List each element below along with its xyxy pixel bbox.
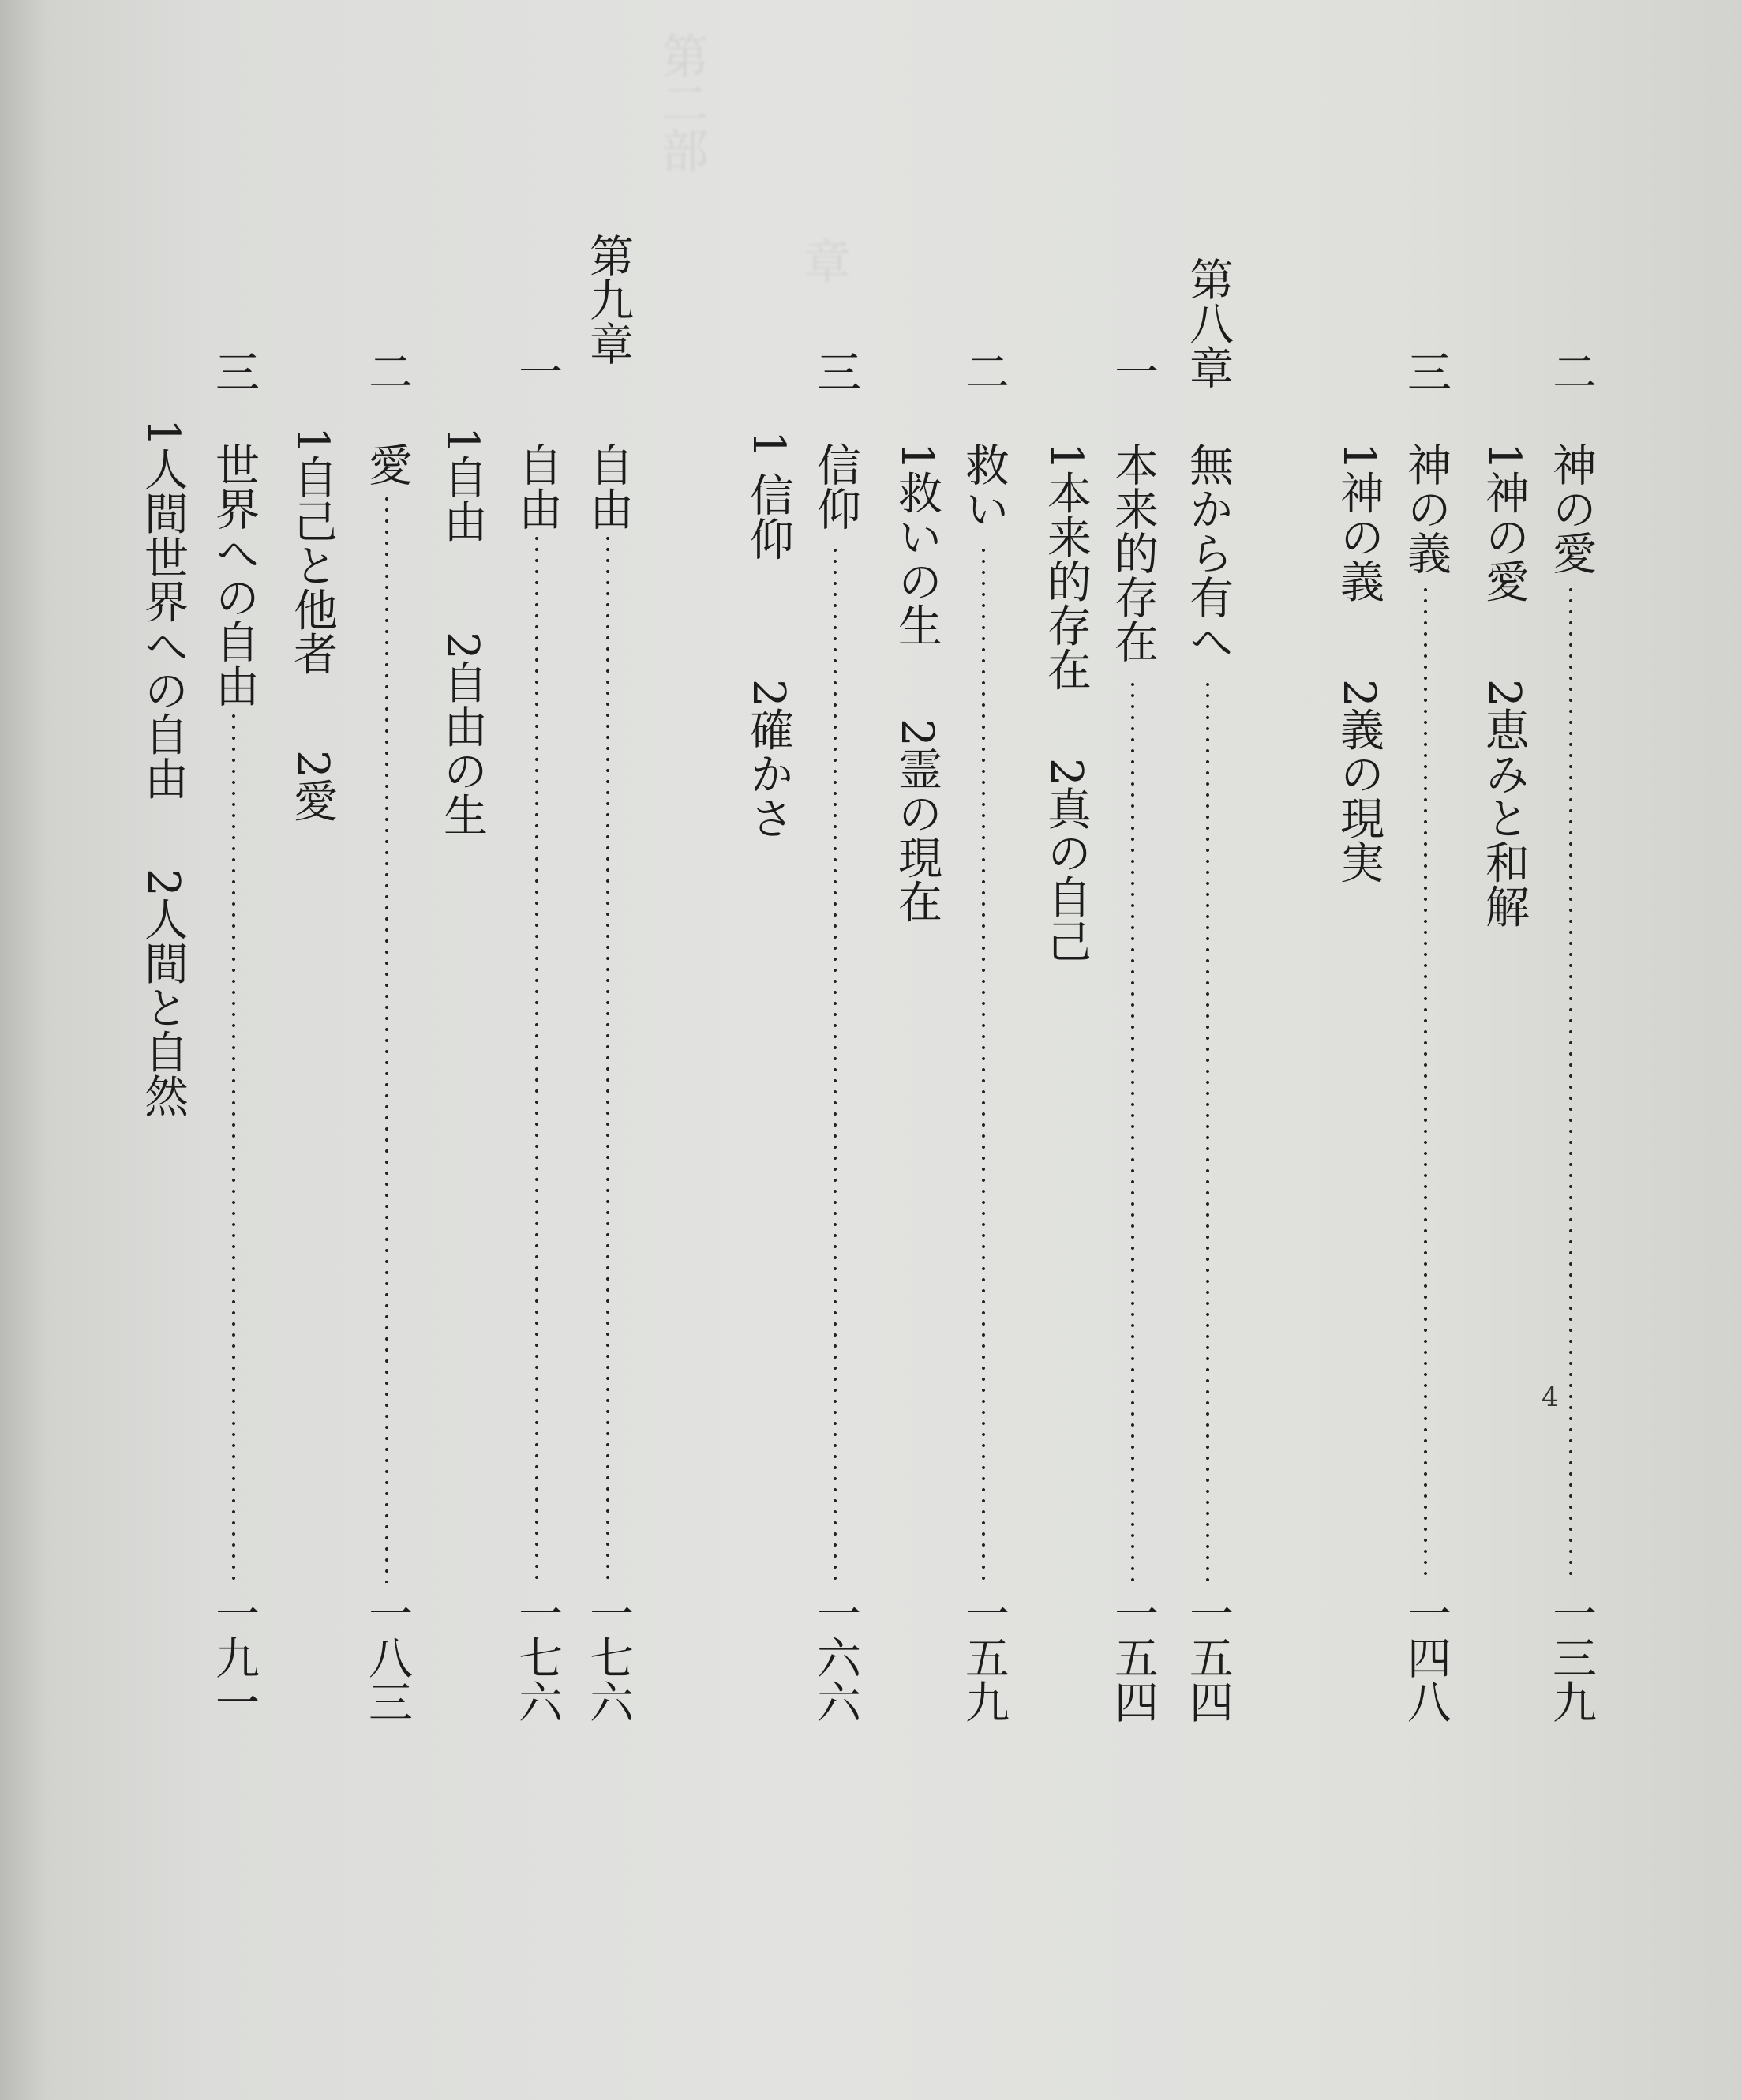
section-marker: 一 <box>511 349 563 393</box>
dot-leader <box>1131 679 1134 1583</box>
section-title[interactable]: 神の義 <box>1400 442 1452 575</box>
subsection[interactable]: 1人間世界への自由 <box>137 418 189 801</box>
page-ref: 一六六 <box>810 1591 861 1723</box>
page-ref: 一五四 <box>1107 1591 1159 1723</box>
section-title[interactable]: 救い <box>958 442 1010 531</box>
dot-leader <box>385 493 388 1583</box>
subsection[interactable]: 2自由の生 <box>436 632 488 837</box>
dot-leader <box>1206 679 1209 1583</box>
section-title[interactable]: 信仰 <box>810 442 861 531</box>
dot-leader <box>535 533 538 1583</box>
subsection[interactable]: 2霊の現在 <box>891 718 942 924</box>
subsection[interactable]: 1本来的存在 <box>1040 442 1092 692</box>
dot-leader <box>834 545 837 1583</box>
subsection[interactable]: 1神の義 <box>1333 442 1384 603</box>
page-ref: 一八三 <box>362 1591 413 1723</box>
page-ref: 一四八 <box>1400 1591 1452 1723</box>
subsection[interactable]: 1 信仰 <box>743 430 794 561</box>
page-ref: 一七六 <box>511 1591 563 1723</box>
page-ref: 一九一 <box>208 1591 260 1723</box>
chapter-title[interactable]: 無から有へ <box>1182 442 1234 663</box>
dot-leader <box>606 533 609 1583</box>
dot-leader <box>982 545 985 1583</box>
subsection[interactable]: 1自己と他者 <box>287 426 338 676</box>
section-marker: 二 <box>958 349 1010 393</box>
subsection[interactable]: 2義の現実 <box>1333 679 1384 884</box>
section-title[interactable]: 自由 <box>511 442 563 531</box>
section-marker: 一 <box>1107 349 1159 393</box>
dot-leader <box>1424 584 1427 1583</box>
subsection[interactable]: 2確かさ <box>743 679 794 840</box>
chapter-label: 第九章 <box>583 233 634 366</box>
page-ref: 一三九 <box>1545 1591 1597 1723</box>
section-marker: 二 <box>1545 349 1597 393</box>
page-ref: 一五四 <box>1182 1591 1234 1723</box>
subsection[interactable]: 1救いの生 <box>891 442 942 647</box>
dot-leader <box>1569 584 1572 1583</box>
section-title[interactable]: 愛 <box>362 442 413 486</box>
chapter-title[interactable]: 自由 <box>583 442 634 531</box>
section-marker: 三 <box>1400 349 1452 393</box>
subsection[interactable]: 2恵みと和解 <box>1478 679 1530 928</box>
section-marker: 三 <box>810 349 861 393</box>
page-ref: 一七六 <box>583 1591 634 1723</box>
section-title[interactable]: 本来的存在 <box>1107 442 1159 663</box>
show-through-text: 第二部 <box>654 32 709 174</box>
subsection[interactable]: 2人間と自然 <box>137 868 189 1118</box>
section-marker: 三 <box>208 349 260 393</box>
section-title[interactable]: 神の愛 <box>1545 442 1597 575</box>
dot-leader <box>232 711 235 1583</box>
subsection[interactable]: 1神の愛 <box>1478 442 1530 603</box>
subsection[interactable]: 1自由 <box>436 426 488 543</box>
show-through-text: 章 <box>796 237 851 284</box>
section-title[interactable]: 世界への自由 <box>208 442 260 707</box>
subsection[interactable]: 2真の自己 <box>1040 758 1092 963</box>
page-number: 4 <box>1542 1382 1559 1413</box>
page-ref: 一五九 <box>958 1591 1010 1723</box>
subsection[interactable]: 2愛 <box>287 750 338 823</box>
section-marker: 二 <box>362 349 413 393</box>
chapter-label: 第八章 <box>1182 257 1234 389</box>
